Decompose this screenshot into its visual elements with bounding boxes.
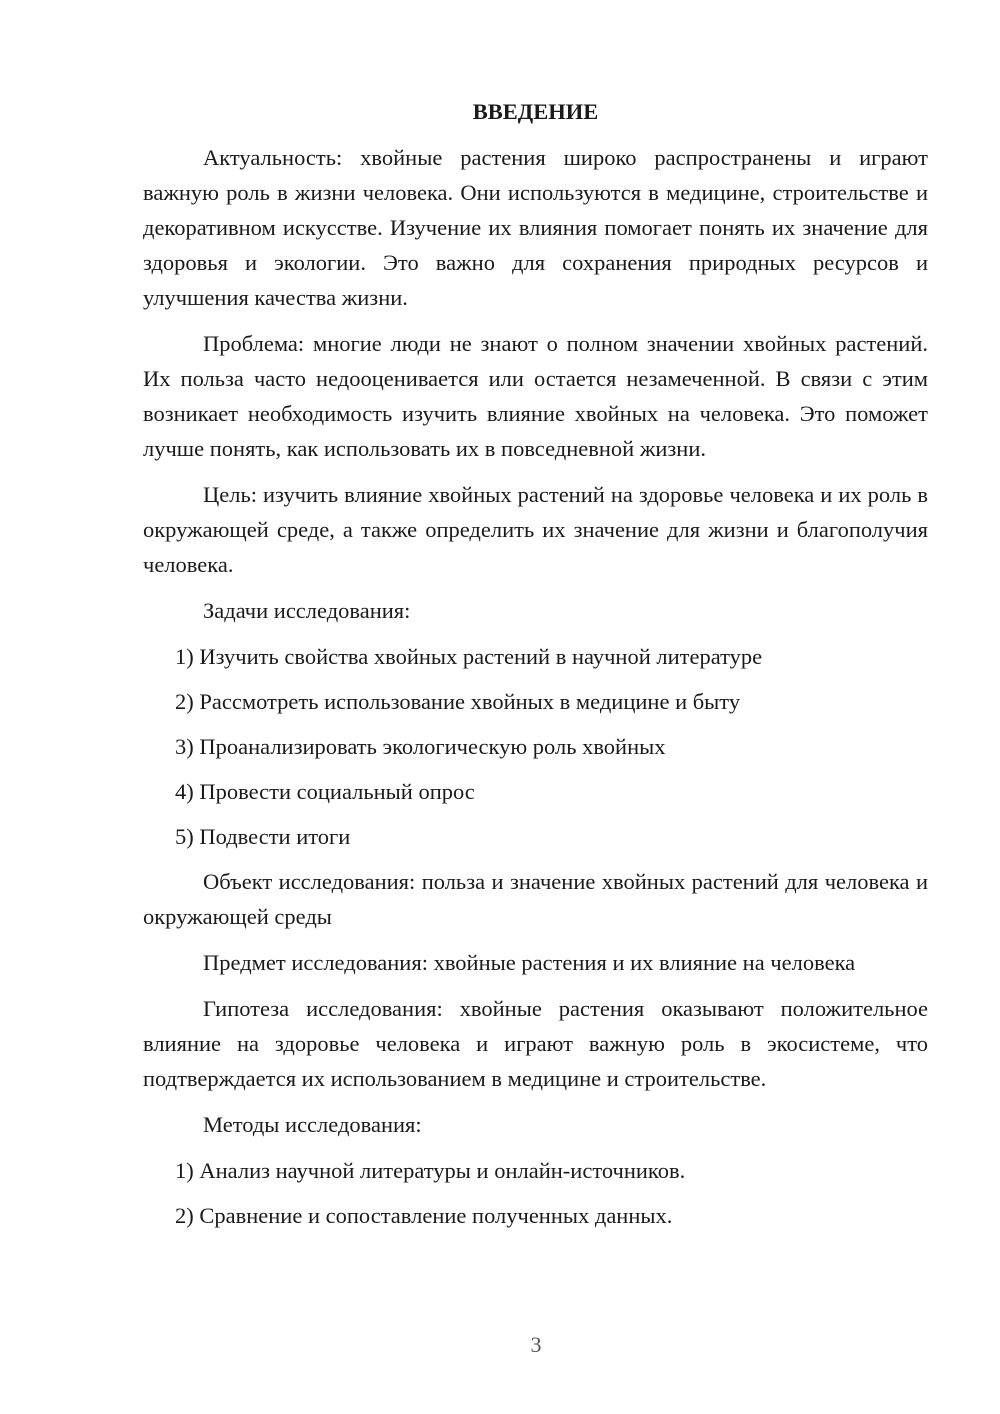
object-paragraph: Объект исследования: польза и значение хвойных растений для человека и окружающей среды <box>143 869 928 929</box>
task-item: 2) Рассмотреть использование хвойных в медицине и быту <box>175 689 741 714</box>
subject-paragraph: Предмет исследования: хвойные растения и их влияние на человека <box>203 950 856 975</box>
relevance-paragraph: Актуальность: хвойные растения широко распространены и играют важную роль в жизни человека. Они используются в медицине, строительстве и декоративном искусстве. Изучение их влияния помогает понять их значение для здоровья и экологии. Это важно для сохранения природных ресурсов и улучшения качества жизни. <box>143 145 928 310</box>
hypothesis-paragraph: Гипотеза исследования: хвойные растения оказывают положительное влияние на здоровье человека и играют важную роль в экосистеме, что подтверждается их использованием в медицине и строительстве. <box>143 996 928 1091</box>
tasks-title: Задачи исследования: <box>203 598 411 623</box>
task-item: 5) Подвести итоги <box>175 824 351 849</box>
task-item: 4) Провести социальный опрос <box>175 779 475 804</box>
task-item: 1) Изучить свойства хвойных растений в научной литературе <box>175 644 763 669</box>
page-content <box>143 96 928 1243</box>
method-item: 2) Сравнение и сопоставление полученных данных. <box>175 1203 673 1228</box>
methods-title: Методы исследования: <box>203 1112 422 1137</box>
problem-paragraph: Проблема: многие люди не знают о полном значении хвойных растений. Их польза часто недооценивается или остается незамеченной. В связи с этим возникает необходимость изучить влияние хвойных на человека. Это поможет лучше понять, как использовать их в повседневной жизни. <box>143 331 928 461</box>
goal-paragraph: Цель: изучить влияние хвойных растений на здоровье человека и их роль в окружающей среде, а также определить их значение для жизни и благополучия человека. <box>143 482 928 577</box>
page-heading: ВВЕДЕНИЕ <box>472 99 599 124</box>
task-item: 3) Проанализировать экологическую роль хвойных <box>175 734 666 759</box>
page-number: 3 <box>530 1332 542 1357</box>
method-item: 1) Анализ научной литературы и онлайн-источников. <box>175 1158 686 1183</box>
